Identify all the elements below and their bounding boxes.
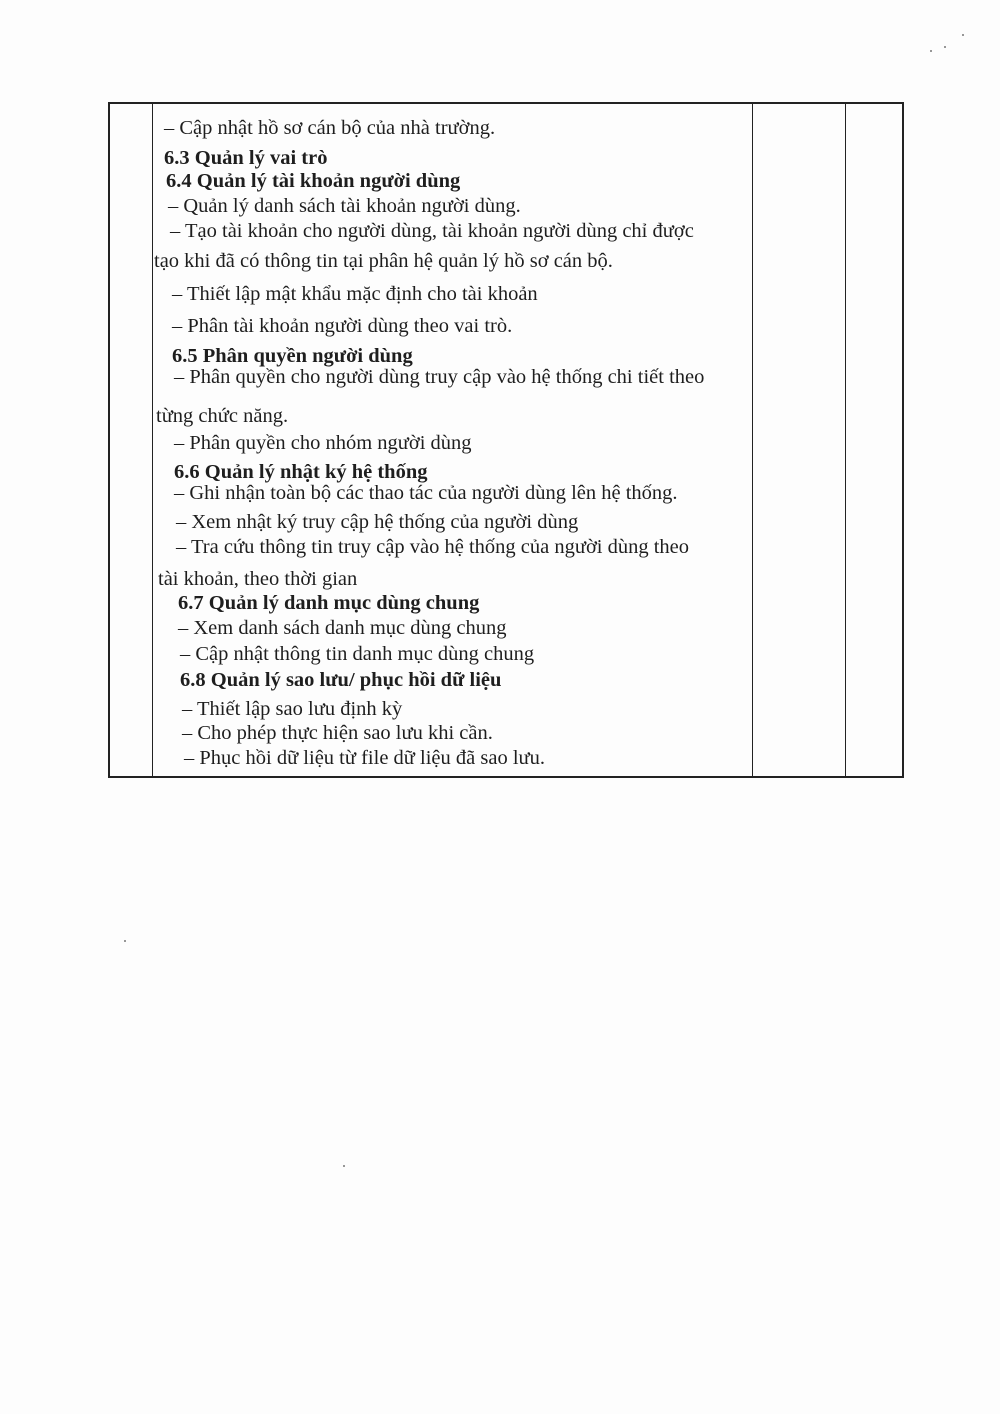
column-divider (845, 102, 846, 778)
text-line: – Xem nhật ký truy cập hệ thống của người dùng (176, 511, 579, 533)
content-table (108, 102, 904, 778)
text-line: – Cập nhật thông tin danh mục dùng chung (180, 643, 535, 665)
text-line: – Quản lý danh sách tài khoản người dùng. (168, 195, 521, 217)
section-heading: 6.3 Quản lý vai trò (164, 147, 328, 169)
table-border-right (902, 102, 904, 778)
text-line: – Cho phép thực hiện sao lưu khi cần. (182, 722, 493, 744)
text-line: – Phân quyền cho người dùng truy cập vào hệ thống chi tiết theo (174, 366, 705, 388)
table-border-top (108, 102, 904, 104)
text-line: – Phân tài khoản người dùng theo vai trò. (172, 315, 513, 337)
table-border-left (108, 102, 110, 778)
text-line: – Thiết lập sao lưu định kỳ (182, 698, 403, 720)
scan-speck (944, 46, 946, 48)
scan-speck (343, 1165, 345, 1167)
column-divider (752, 102, 753, 778)
table-border-bottom (108, 776, 904, 778)
text-line: tài khoản, theo thời gian (158, 568, 358, 590)
scan-speck (930, 50, 932, 52)
section-heading: 6.6 Quản lý nhật ký hệ thống (174, 461, 428, 483)
text-line: – Cập nhật hồ sơ cán bộ của nhà trường. (164, 117, 496, 139)
section-heading: 6.5 Phân quyền người dùng (172, 345, 413, 367)
text-line: – Phân quyền cho nhóm người dùng (174, 432, 472, 454)
section-heading: 6.7 Quản lý danh mục dùng chung (178, 592, 480, 614)
text-line: – Tra cứu thông tin truy cập vào hệ thống của người dùng theo (176, 536, 690, 558)
text-line: – Xem danh sách danh mục dùng chung (178, 617, 507, 639)
section-heading: 6.8 Quản lý sao lưu/ phục hồi dữ liệu (180, 669, 502, 691)
text-line: tạo khi đã có thông tin tại phân hệ quản lý hồ sơ cán bộ. (154, 250, 613, 272)
text-line: – Phục hồi dữ liệu từ file dữ liệu đã sao lưu. (184, 747, 546, 769)
section-heading: 6.4 Quản lý tài khoản người dùng (166, 170, 461, 192)
column-divider (152, 102, 153, 778)
text-line: – Thiết lập mật khẩu mặc định cho tài khoản (172, 283, 538, 305)
scan-speck (962, 34, 964, 36)
scan-speck (124, 940, 126, 942)
text-line: – Ghi nhận toàn bộ các thao tác của người dùng lên hệ thống. (174, 482, 678, 504)
text-line: – Tạo tài khoản cho người dùng, tài khoản người dùng chỉ được (170, 220, 694, 242)
text-line: từng chức năng. (156, 405, 289, 427)
